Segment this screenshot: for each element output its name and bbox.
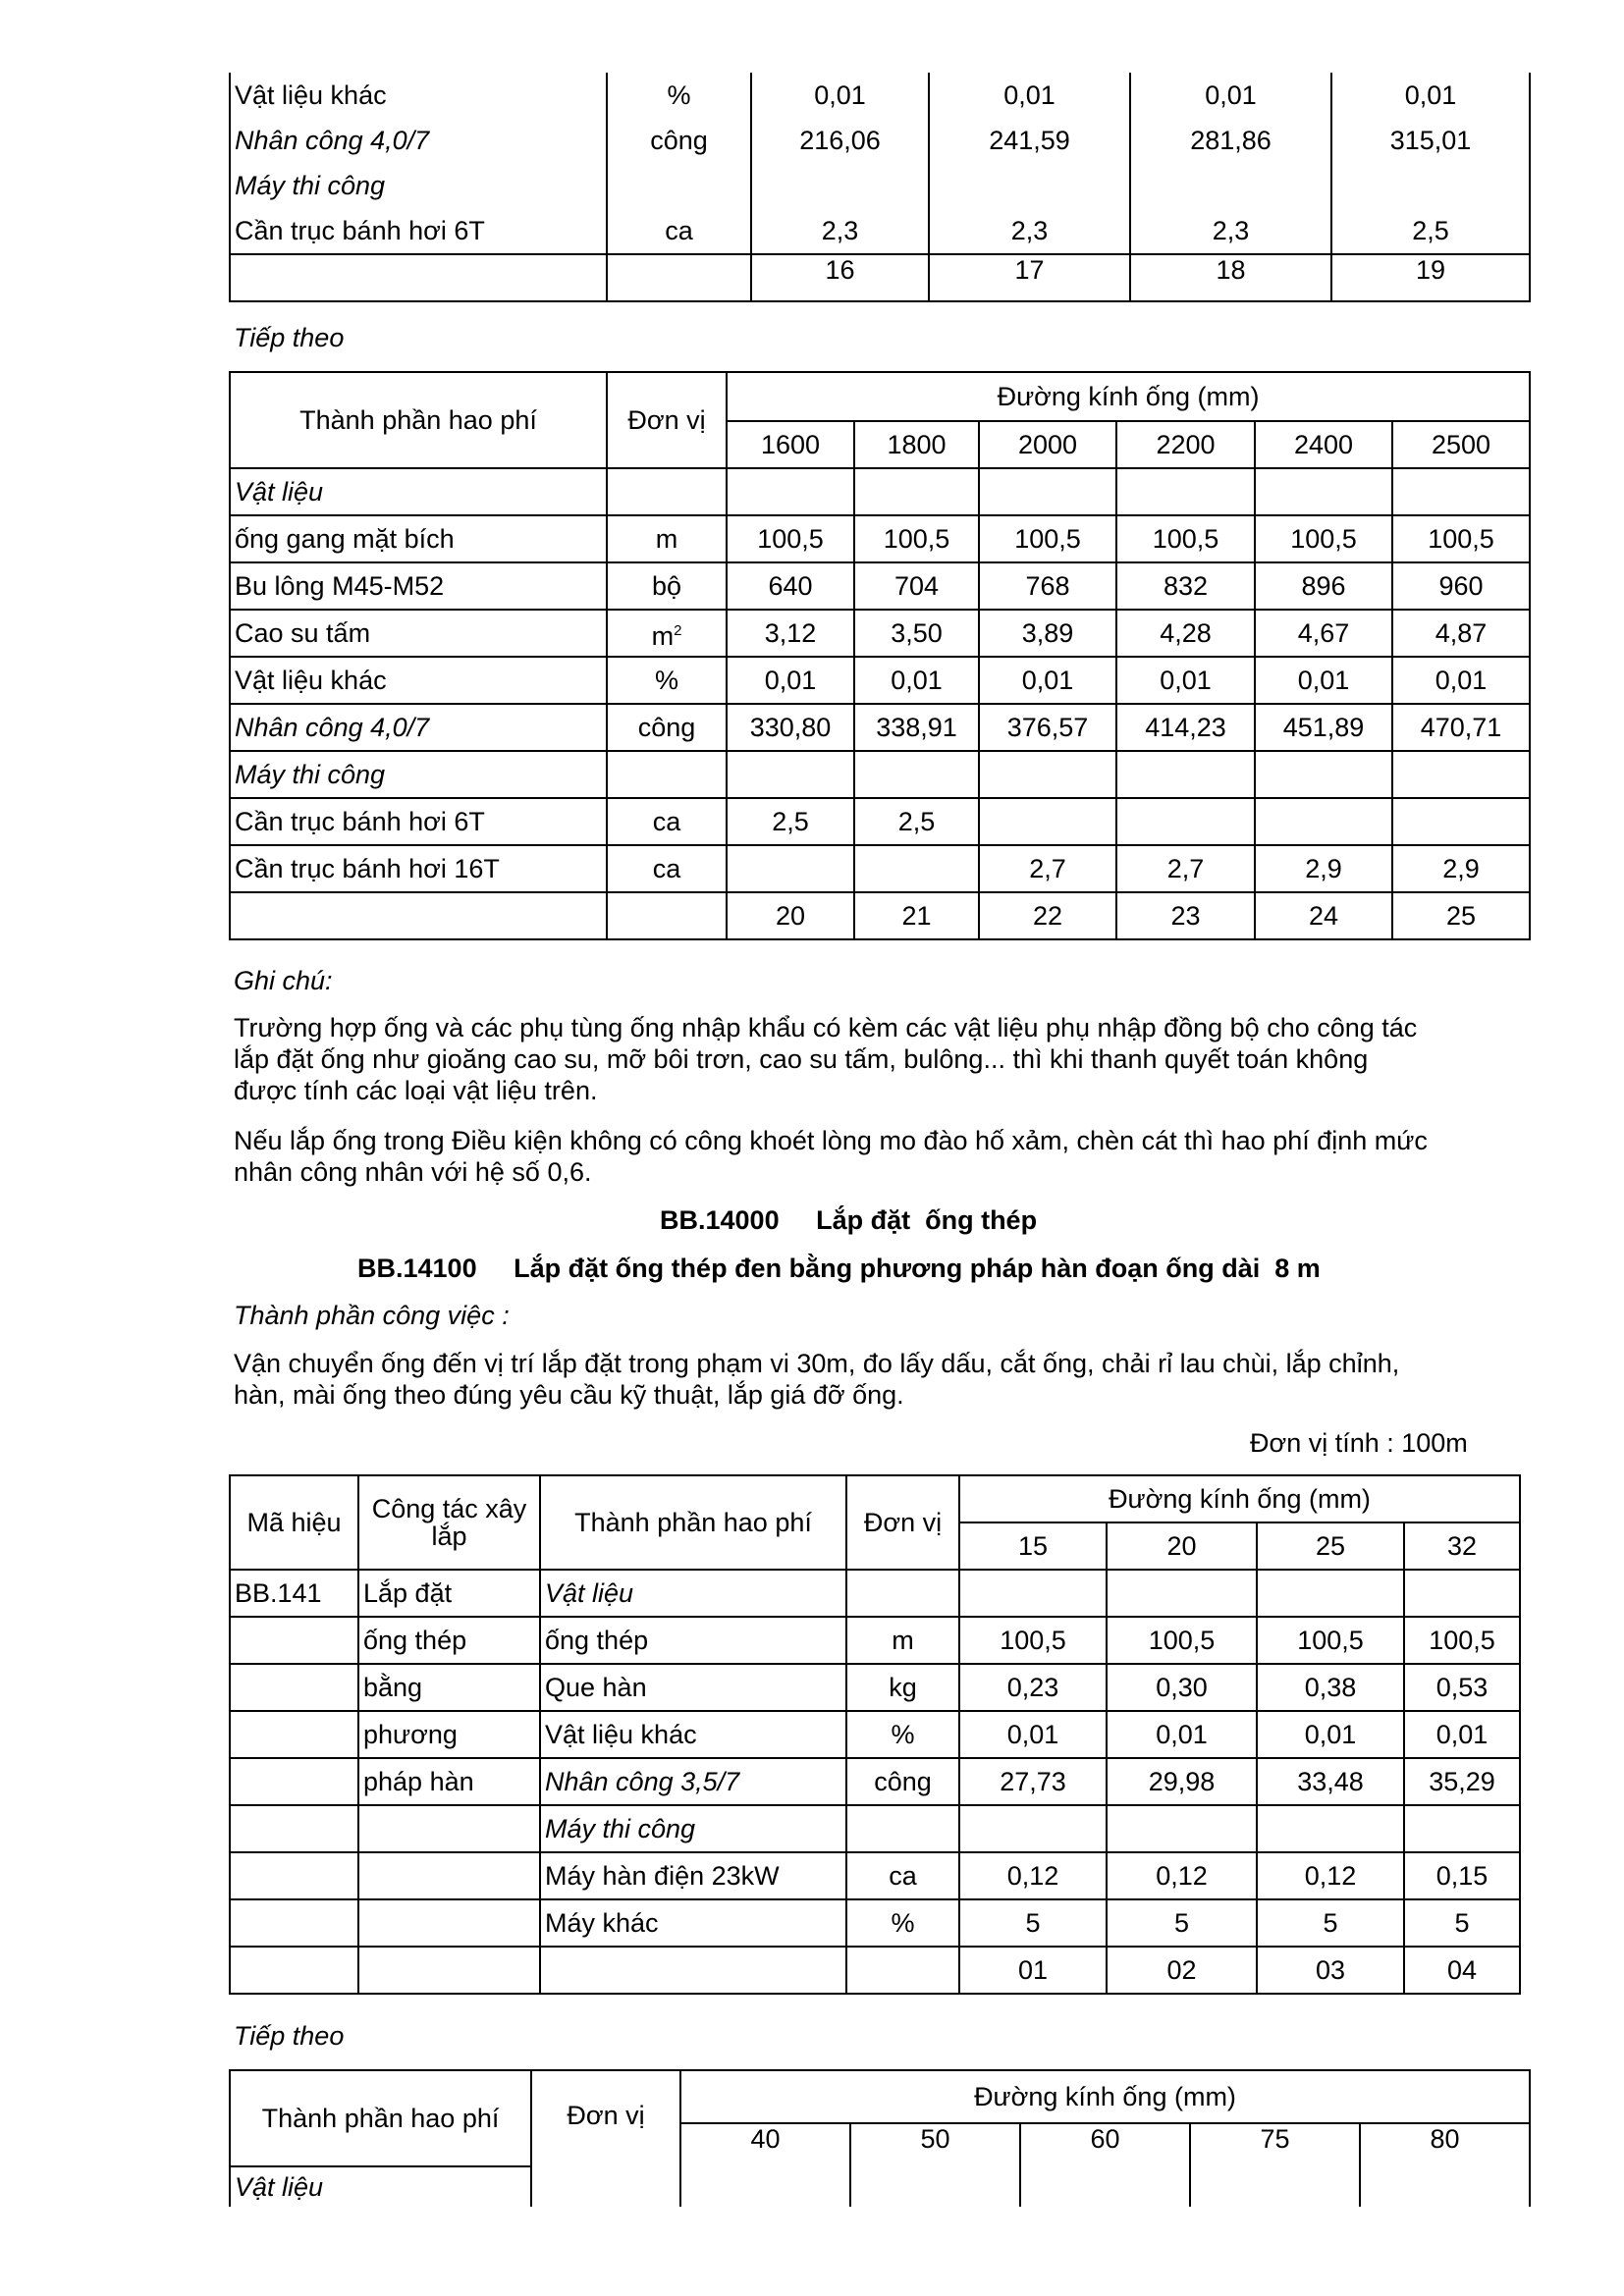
cell-value: [1107, 1570, 1257, 1617]
table-row: [230, 610, 1530, 657]
code-cell: 19: [1331, 254, 1530, 301]
row-unit: [846, 1805, 959, 1852]
row-unit: công: [607, 704, 727, 751]
cell-value: 100,5: [1116, 515, 1255, 562]
row-code: [230, 1852, 358, 1899]
cell-value: 0,01: [1116, 657, 1255, 704]
cell-value: [727, 468, 854, 515]
table-row: [230, 1758, 1520, 1805]
cell-value: [1392, 798, 1530, 845]
cell-value: [1107, 1805, 1257, 1852]
cell-value: 0,01: [854, 657, 979, 704]
table-row: [230, 163, 1530, 208]
table-row: [230, 845, 1530, 892]
cell-value: 2,5: [1331, 208, 1530, 254]
diameter-cell: 50: [850, 2123, 1020, 2207]
header-row: [230, 2070, 1530, 2123]
note-line: được tính các loại vật liệu trên.: [234, 1076, 598, 1105]
row-unit: ca: [607, 798, 727, 845]
cell-value: 100,5: [1257, 1617, 1404, 1664]
cell-value: 2,9: [1255, 845, 1392, 892]
cell-value: 0,01: [1331, 73, 1530, 118]
row-work: [358, 1805, 540, 1852]
cell-value: [854, 751, 979, 798]
row-label: Vật liệu: [540, 1570, 846, 1617]
cell-value: 0,53: [1404, 1664, 1520, 1711]
table-row: [230, 1570, 1520, 1617]
row-label: ống gang mặt bích: [230, 515, 607, 562]
cell-value: 832: [1116, 562, 1255, 610]
cell-value: 330,80: [727, 704, 854, 751]
cell-value: 35,29: [1404, 1758, 1520, 1805]
row-label: Cần trục bánh hơi 6T: [230, 208, 607, 254]
header-diameter: Đường kính ống (mm): [727, 372, 1530, 421]
diameter-cell: 15: [959, 1522, 1107, 1570]
cell-value: 2,5: [727, 798, 854, 845]
diameter-cell: 20: [1107, 1522, 1257, 1570]
cell-value: 5: [1107, 1899, 1257, 1947]
work-line: hàn, mài ống theo đúng yêu cầu kỹ thuật, lắp giá đỡ ống.: [234, 1380, 904, 1410]
cell-value: [854, 468, 979, 515]
cell-value: 100,5: [1392, 515, 1530, 562]
diameter-cell: 2500: [1392, 421, 1530, 468]
row-label: Cần trục bánh hơi 16T: [230, 845, 607, 892]
cell-value: [1116, 468, 1255, 515]
cell-value: [1404, 1805, 1520, 1852]
diameter-cell: 75: [1190, 2123, 1360, 2207]
row-label: Máy thi công: [230, 751, 607, 798]
row-code: [230, 1711, 358, 1758]
table-row: [230, 704, 1530, 751]
cell-value: 27,73: [959, 1758, 1107, 1805]
table-row: [230, 562, 1530, 610]
cell-value: 0,12: [1107, 1852, 1257, 1899]
diameter-cell: 80: [1360, 2123, 1530, 2207]
cell-value: 5: [1404, 1899, 1520, 1947]
row-code: [230, 1617, 358, 1664]
table-row: [230, 468, 1530, 515]
cell-value: 100,5: [854, 515, 979, 562]
row-unit: ca: [607, 845, 727, 892]
header-work: [358, 1475, 540, 1570]
row-unit: [607, 163, 751, 208]
table-row: [230, 798, 1530, 845]
diameter-cell: 32: [1404, 1522, 1520, 1570]
cell-value: 2,3: [1130, 208, 1331, 254]
empty-cell: [607, 892, 727, 939]
row-unit: ca: [846, 1852, 959, 1899]
row-label: Nhân công 3,5/7: [540, 1758, 846, 1805]
cell-value: 100,5: [1404, 1617, 1520, 1664]
header-work-line: lắp: [431, 1522, 467, 1551]
continued-label: Tiếp theo: [234, 2021, 345, 2051]
diameter-cell: 40: [680, 2123, 850, 2207]
cell-value: 5: [959, 1899, 1107, 1947]
header-component: Thành phần hao phí: [230, 2070, 531, 2166]
cell-value: [1116, 798, 1255, 845]
code-cell: 01: [959, 1947, 1107, 1994]
header-unit: Đơn vị: [531, 2070, 680, 2207]
cell-value: 896: [1255, 562, 1392, 610]
subsection-heading: BB.14100 Lắp đặt ống thép đen bằng phương pháp hàn đoạn ống dài 8 m: [357, 1254, 1321, 1283]
row-unit: bộ: [607, 562, 727, 610]
row-unit: kg: [846, 1664, 959, 1711]
cell-value: 0,23: [959, 1664, 1107, 1711]
table-row: [230, 1805, 1520, 1852]
cell-value: [929, 163, 1130, 208]
cell-value: 100,5: [1107, 1617, 1257, 1664]
header-diameter: Đường kính ống (mm): [680, 2070, 1530, 2123]
cell-value: 3,12: [727, 610, 854, 657]
cell-value: 0,01: [1130, 73, 1331, 118]
cell-value: 0,12: [1257, 1852, 1404, 1899]
cell-value: 960: [1392, 562, 1530, 610]
row-code: [230, 1899, 358, 1947]
row-unit: %: [846, 1711, 959, 1758]
cell-value: 241,59: [929, 118, 1130, 163]
code-cell: 21: [854, 892, 979, 939]
cell-value: [1116, 751, 1255, 798]
code-row: [230, 254, 1530, 301]
cell-value: 100,5: [727, 515, 854, 562]
row-unit: %: [607, 657, 727, 704]
table-row: [230, 1899, 1520, 1947]
table-row: [230, 1664, 1520, 1711]
cell-value: 376,57: [979, 704, 1116, 751]
cell-value: 2,7: [979, 845, 1116, 892]
note-line: lắp đặt ống như gioăng cao su, mỡ bôi trơn, cao su tấm, bulông... thì khi thanh quyết toán không: [234, 1044, 1369, 1074]
row-unit: [846, 1570, 959, 1617]
row-label: Vật liệu khác: [230, 657, 607, 704]
section-heading: BB.14000 Lắp đặt ống thép: [660, 1205, 1038, 1235]
cell-value: 451,89: [1255, 704, 1392, 751]
header-component: Thành phần hao phí: [230, 372, 607, 468]
cell-value: 0,01: [1107, 1711, 1257, 1758]
cell-value: [979, 798, 1116, 845]
cell-value: [979, 751, 1116, 798]
work-line: Vận chuyển ống đến vị trí lắp đặt trong phạm vi 30m, đo lấy dấu, cắt ống, chải rỉ lau chùi, lắp chỉnh,: [234, 1349, 1400, 1378]
cell-value: [1257, 1570, 1404, 1617]
code-row: [230, 892, 1530, 939]
row-unit: [607, 468, 727, 515]
cell-value: 0,01: [1257, 1711, 1404, 1758]
row-label: Cao su tấm: [230, 610, 607, 657]
note-line: nhân công nhân với hệ số 0,6.: [234, 1157, 592, 1187]
cell-value: 216,06: [751, 118, 929, 163]
row-work: [358, 1852, 540, 1899]
code-cell: 20: [727, 892, 854, 939]
row-unit: ca: [607, 208, 751, 254]
row-unit: [607, 610, 727, 657]
empty-cell: [846, 1947, 959, 1994]
code-cell: 03: [1257, 1947, 1404, 1994]
row-code: [230, 1805, 358, 1852]
cell-value: 704: [854, 562, 979, 610]
row-unit: m: [846, 1617, 959, 1664]
unit-of-calculation: Đơn vị tính : 100m: [1250, 1428, 1468, 1458]
cell-value: 281,86: [1130, 118, 1331, 163]
cell-value: 0,01: [727, 657, 854, 704]
header-work-line: Công tác xây: [371, 1494, 527, 1523]
code-cell: 16: [751, 254, 929, 301]
row-work: bằng: [358, 1664, 540, 1711]
header-unit: Đơn vị: [607, 372, 727, 468]
row-label: Nhân công 4,0/7: [230, 704, 607, 751]
row-unit: %: [607, 73, 751, 118]
header-row: [230, 372, 1530, 421]
work-components-text: [234, 1348, 1399, 1411]
cell-value: 0,01: [751, 73, 929, 118]
cell-value: [854, 845, 979, 892]
cell-value: 3,89: [979, 610, 1116, 657]
row-unit: %: [846, 1899, 959, 1947]
cell-value: [959, 1570, 1107, 1617]
row-label: Vật liệu: [230, 468, 607, 515]
cell-value: [727, 751, 854, 798]
cell-value: 0,15: [1404, 1852, 1520, 1899]
table-row: [230, 118, 1530, 163]
row-work: [358, 1899, 540, 1947]
code-row: [230, 1947, 1520, 1994]
cell-value: 0,38: [1257, 1664, 1404, 1711]
row-label: Vật liệu khác: [230, 73, 607, 118]
cell-value: 414,23: [1116, 704, 1255, 751]
table-1: [229, 73, 1531, 302]
row-label: Vật liệu: [230, 2166, 531, 2207]
note-line: Trường hợp ống và các phụ tùng ống nhập khẩu có kèm các vật liệu phụ nhập đồng bộ cho công tác: [234, 1013, 1418, 1042]
cell-value: 4,67: [1255, 610, 1392, 657]
diameter-cell: 2000: [979, 421, 1116, 468]
cell-value: [959, 1805, 1107, 1852]
diameter-cell: 60: [1020, 2123, 1190, 2207]
cell-value: [1255, 798, 1392, 845]
continued-label: Tiếp theo: [234, 323, 345, 352]
code-cell: 04: [1404, 1947, 1520, 1994]
table-row: [230, 657, 1530, 704]
diameter-cell: 2200: [1116, 421, 1255, 468]
code-cell: 23: [1116, 892, 1255, 939]
unit-text: m: [651, 620, 675, 651]
row-label: Que hàn: [540, 1664, 846, 1711]
code-cell: 25: [1392, 892, 1530, 939]
work-components-title: Thành phần công việc :: [234, 1301, 510, 1330]
cell-value: 33,48: [1257, 1758, 1404, 1805]
row-label: Cần trục bánh hơi 6T: [230, 798, 607, 845]
cell-value: [1257, 1805, 1404, 1852]
table-2: [229, 371, 1531, 940]
cell-value: 2,5: [854, 798, 979, 845]
diameter-cell: 25: [1257, 1522, 1404, 1570]
cell-value: 315,01: [1331, 118, 1530, 163]
cell-value: 29,98: [1107, 1758, 1257, 1805]
cell-value: 0,01: [959, 1711, 1107, 1758]
table-row: [230, 751, 1530, 798]
cell-value: 0,01: [929, 73, 1130, 118]
row-work: phương: [358, 1711, 540, 1758]
cell-value: [751, 163, 929, 208]
table-row: [230, 1617, 1520, 1664]
table-row: [230, 1852, 1520, 1899]
header-diameter: Đường kính ống (mm): [959, 1475, 1520, 1522]
cell-value: [1404, 1570, 1520, 1617]
empty-cell: [540, 1947, 846, 1994]
cell-value: [979, 468, 1116, 515]
header-row: [230, 1475, 1520, 1522]
row-label: Máy thi công: [540, 1805, 846, 1852]
cell-value: 0,01: [979, 657, 1116, 704]
table-row: [230, 73, 1530, 118]
cell-value: 0,01: [1392, 657, 1530, 704]
note-paragraph-2: [234, 1125, 1428, 1188]
note-line: Nếu lắp ống trong Điều kiện không có công khoét lòng mo đào hố xảm, chèn cát thì hao phí định mức: [234, 1126, 1428, 1155]
empty-cell: [358, 1947, 540, 1994]
cell-value: 2,3: [751, 208, 929, 254]
code-cell: 17: [929, 254, 1130, 301]
row-unit: công: [607, 118, 751, 163]
row-work: pháp hàn: [358, 1758, 540, 1805]
row-label: Vật liệu khác: [540, 1711, 846, 1758]
cell-value: 100,5: [1255, 515, 1392, 562]
cell-value: [727, 845, 854, 892]
diameter-cell: 1800: [854, 421, 979, 468]
code-cell: 18: [1130, 254, 1331, 301]
table-row: [230, 1711, 1520, 1758]
cell-value: 5: [1257, 1899, 1404, 1947]
cell-value: 100,5: [979, 515, 1116, 562]
cell-value: [1255, 468, 1392, 515]
cell-value: [1130, 163, 1331, 208]
empty-cell: [230, 1947, 358, 1994]
row-unit: m: [607, 515, 727, 562]
row-label: Máy thi công: [230, 163, 607, 208]
diameter-cell: 2400: [1255, 421, 1392, 468]
row-label: Máy hàn điện 23kW: [540, 1852, 846, 1899]
row-work: ống thép: [358, 1617, 540, 1664]
row-unit: công: [846, 1758, 959, 1805]
cell-value: 2,3: [929, 208, 1130, 254]
cell-value: 3,50: [854, 610, 979, 657]
cell-value: 0,12: [959, 1852, 1107, 1899]
row-code: [230, 1758, 358, 1805]
table-row: [230, 515, 1530, 562]
row-label: Bu lông M45-M52: [230, 562, 607, 610]
cell-value: [1255, 751, 1392, 798]
cell-value: 2,7: [1116, 845, 1255, 892]
cell-value: 2,9: [1392, 845, 1530, 892]
note-title: Ghi chú:: [234, 966, 333, 995]
table-3: [229, 1474, 1521, 1995]
diameter-cell: 1600: [727, 421, 854, 468]
cell-value: 338,91: [854, 704, 979, 751]
row-label: Máy khác: [540, 1899, 846, 1947]
cell-value: 4,28: [1116, 610, 1255, 657]
cell-value: 0,01: [1255, 657, 1392, 704]
cell-value: 0,30: [1107, 1664, 1257, 1711]
cell-value: [1392, 751, 1530, 798]
code-cell: 02: [1107, 1947, 1257, 1994]
empty-cell: [230, 254, 607, 301]
unit-superscript: 2: [674, 621, 682, 639]
table-4: [229, 2069, 1531, 2207]
cell-value: [1392, 468, 1530, 515]
cell-value: 640: [727, 562, 854, 610]
row-label: ống thép: [540, 1617, 846, 1664]
row-label: Nhân công 4,0/7: [230, 118, 607, 163]
cell-value: 768: [979, 562, 1116, 610]
header-unit: Đơn vị: [846, 1475, 959, 1570]
empty-cell: [230, 892, 607, 939]
row-code: [230, 1664, 358, 1711]
cell-value: 4,87: [1392, 610, 1530, 657]
header-component: Thành phần hao phí: [540, 1475, 846, 1570]
table-row: [230, 208, 1530, 254]
row-work: Lắp đặt: [358, 1570, 540, 1617]
cell-value: 0,01: [1404, 1711, 1520, 1758]
code-cell: 22: [979, 892, 1116, 939]
header-code: Mã hiệu: [230, 1475, 358, 1570]
row-code: BB.141: [230, 1570, 358, 1617]
code-cell: 24: [1255, 892, 1392, 939]
cell-value: [1331, 163, 1530, 208]
note-paragraph-1: [234, 1012, 1417, 1106]
cell-value: 470,71: [1392, 704, 1530, 751]
empty-cell: [607, 254, 751, 301]
row-unit: [607, 751, 727, 798]
cell-value: 100,5: [959, 1617, 1107, 1664]
